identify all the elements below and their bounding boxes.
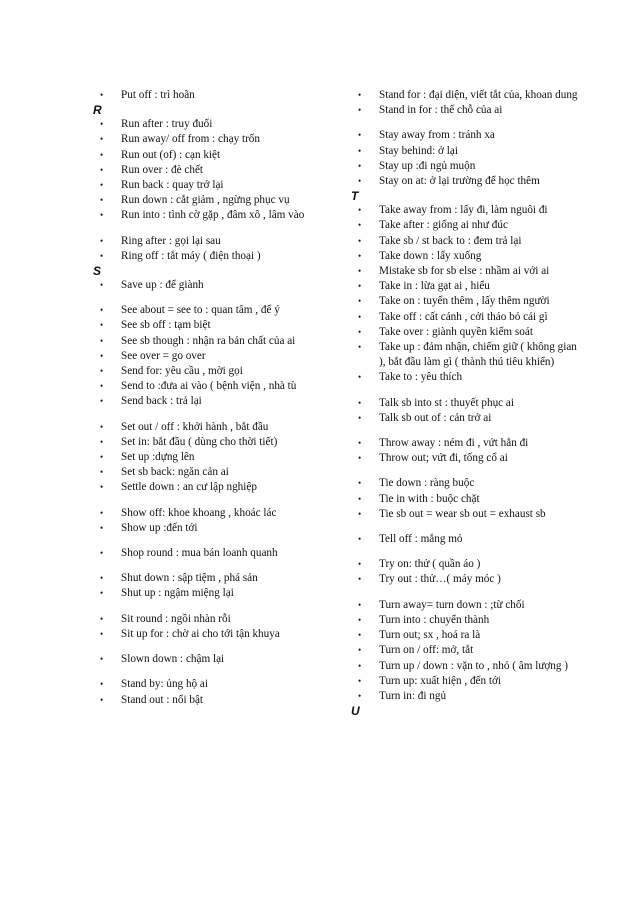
entry-text: Stay behind: ở lại [379, 144, 458, 157]
spacer [358, 522, 586, 532]
phrasal-verb-entry [100, 480, 325, 495]
bullet-icon: • [358, 438, 362, 449]
bullet-icon: • [358, 493, 362, 504]
bullet-icon: • [100, 320, 104, 331]
entry-text: See about = see to : quan tâm , để ý [121, 304, 280, 317]
entry-text: Turn away= turn down : ;từ chối [379, 598, 525, 611]
entry-text: Ring after : gọi lại sau [121, 234, 221, 247]
spacer [100, 410, 325, 420]
phrasal-verb-entry [358, 370, 586, 385]
entry-text: Turn on / off: mở, tắt [379, 644, 474, 657]
entry-text: See sb off : tạm biệt [121, 319, 211, 332]
phrasal-verb-entry [358, 492, 586, 507]
phrasal-verb-entry [358, 476, 586, 491]
entry-text: Save up : để giành [121, 279, 204, 292]
phrasal-verb-entry [358, 103, 586, 118]
bullet-icon: • [358, 614, 362, 625]
phrasal-verb-entry [358, 451, 586, 466]
phrasal-verb-entry [100, 163, 325, 178]
bullet-icon: • [358, 599, 362, 610]
entry-text: Show up :đến tới [121, 521, 198, 534]
entry-text: Throw out; vứt đi, tống cổ ai [379, 452, 508, 465]
phrasal-verb-entry [100, 652, 325, 667]
bullet-icon: • [100, 548, 104, 559]
entry-text: Ring off : tắt máy ( điện thoại ) [121, 249, 261, 262]
entry-text: Take over : giành quyền kiểm soát [379, 325, 533, 338]
phrasal-verb-entry [100, 450, 325, 465]
bullet-icon: • [100, 467, 104, 478]
bullet-icon: • [358, 690, 362, 701]
phrasal-verb-entry [358, 396, 586, 411]
entry-text: Run down : cắt giảm , ngừng phục vụ [121, 194, 290, 207]
entry-text: Tie down : ràng buộc [379, 477, 475, 490]
phrasal-verb-entry [358, 557, 586, 572]
spacer [100, 293, 325, 303]
entry-text: Run over : đè chết [121, 163, 204, 176]
spacer [100, 642, 325, 652]
phrasal-verb-entry [358, 144, 586, 159]
phrasal-verb-entry [100, 349, 325, 364]
entry-text: Stay away from : tránh xa [379, 129, 495, 142]
bullet-icon: • [100, 381, 104, 392]
bullet-icon: • [100, 210, 104, 221]
left-column [93, 88, 325, 708]
bullet-icon: • [358, 342, 362, 353]
phrasal-verb-entry [358, 159, 586, 174]
phrasal-verb-entry [100, 334, 325, 349]
entry-text: Take to : yêu thích [379, 371, 463, 384]
phrasal-verb-entry [358, 643, 586, 658]
bullet-icon: • [100, 164, 104, 175]
bullet-icon: • [358, 478, 362, 489]
entry-text: Take off : cất cánh , cởi tháo bỏ cái gì [379, 310, 548, 323]
entry-text: Stay on at: ở lại trường để học thêm [379, 175, 540, 188]
phrasal-verb-entry [100, 88, 325, 103]
phrasal-verb-entry [100, 571, 325, 586]
phrasal-verb-entry [100, 178, 325, 193]
spacer [100, 602, 325, 612]
entry-text: Turn up / down : vặn to , nhỏ ( âm lượng ) [379, 659, 569, 672]
bullet-icon: • [100, 180, 104, 191]
entry-text: Tie sb out = wear sb out = exhaust sb [379, 507, 546, 520]
phrasal-verb-entry [100, 394, 325, 409]
spacer [358, 426, 586, 436]
entry-text: Tie in with : buộc chặt [379, 492, 480, 505]
bullet-icon: • [358, 235, 362, 246]
spacer [100, 496, 325, 506]
phrasal-verb-entry [100, 249, 325, 264]
bullet-icon: • [100, 195, 104, 206]
entry-text: Tell off : mắng mỏ [379, 533, 463, 546]
phrasal-verb-entry [100, 677, 325, 692]
bullet-icon: • [358, 296, 362, 307]
bullet-icon: • [100, 573, 104, 584]
entry-text: Slown down : chậm lại [121, 653, 225, 666]
phrasal-verb-entry [358, 218, 586, 233]
bullet-icon: • [100, 134, 104, 145]
bullet-icon: • [100, 628, 104, 639]
bullet-icon: • [358, 453, 362, 464]
phrasal-verb-entry [358, 234, 586, 249]
section-letter-heading: R [93, 103, 102, 118]
entry-text: Shop round : mua bán loanh quanh [121, 547, 278, 560]
bullet-icon: • [100, 280, 104, 291]
entry-text: Take after : giống ai như đúc [379, 219, 508, 232]
phrasal-verb-entry [358, 249, 586, 264]
bullet-icon: • [100, 235, 104, 246]
phrasal-verb-entry [100, 318, 325, 333]
bullet-icon: • [358, 372, 362, 383]
phrasal-verb-entry [358, 174, 586, 189]
phrasal-verb-entry [358, 88, 586, 103]
entry-text: Turn up: xuất hiện , đến tới [379, 674, 502, 687]
entry-text: Take sb / st back to : đem trả lại [379, 234, 522, 247]
entry-text: Run after : truy đuổi [121, 118, 213, 131]
entry-text: Stand for : đại diện, viết tắt của, khoan dung [379, 89, 578, 101]
phrasal-verb-entry [358, 532, 586, 547]
entry-text: Take down : lấy xuống [379, 249, 482, 262]
phrasal-verb-entry [358, 310, 586, 325]
phrasal-verb-entry [100, 521, 325, 536]
bullet-icon: • [100, 305, 104, 316]
phrasal-verb-entry [358, 572, 586, 587]
phrasal-verb-entry [100, 465, 325, 480]
entry-text: Show off: khoe khoang , khoác lác [121, 506, 277, 519]
entry-text: Take on : tuyển thêm , lấy thêm người [379, 295, 550, 308]
bullet-icon: • [358, 534, 362, 545]
phrasal-verb-entry [358, 628, 586, 643]
phrasal-verb-entry [358, 598, 586, 613]
bullet-icon: • [358, 105, 362, 116]
entry-text: Throw away : ném đi , vứt hẳn đi [379, 437, 529, 450]
phrasal-verb-entry [100, 379, 325, 394]
bullet-icon: • [358, 645, 362, 656]
bullet-icon: • [100, 350, 104, 361]
entry-text: Take in : lừa gạt ai , hiểu [379, 280, 490, 293]
right-column [351, 88, 586, 719]
entry-text: Turn in: đi ngủ [379, 689, 447, 702]
entry-text: Turn into : chuyển thành [379, 613, 490, 626]
phrasal-verb-entry [358, 659, 586, 674]
spacer [358, 386, 586, 396]
bullet-icon: • [100, 482, 104, 493]
spacer [100, 667, 325, 677]
phrasal-verb-entry [100, 148, 325, 163]
phrasal-verb-entry [358, 203, 586, 218]
bullet-icon: • [100, 396, 104, 407]
entry-text: Settle down : an cư lập nghiệp [121, 481, 257, 494]
phrasal-verb-entry [358, 411, 586, 426]
spacer [358, 547, 586, 557]
entry-text: Run into : tình cờ gặp , đâm xô , lâm vào [121, 209, 305, 222]
bullet-icon: • [358, 559, 362, 570]
entry-text: Talk sb into st : thuyết phục ai [379, 396, 515, 409]
entry-text: Shut down : sập tiệm , phá sản [121, 572, 258, 585]
phrasal-verb-entry [358, 264, 586, 279]
bullet-icon: • [358, 311, 362, 322]
entry-text: See sb though : nhận ra bản chất của ai [121, 334, 296, 347]
bullet-icon: • [100, 366, 104, 377]
bullet-icon: • [100, 654, 104, 665]
phrasal-verb-entry [358, 674, 586, 689]
entry-text: Talk sb out of : cản trở ai [379, 411, 492, 424]
entry-text: Stand by: ủng hộ ai [121, 678, 209, 691]
bullet-icon: • [358, 90, 362, 100]
entry-text: Try out : thử…( máy móc ) [379, 573, 501, 586]
bullet-icon: • [358, 675, 362, 686]
entry-text: Take away from : lấy đi, làm nguôi đi [379, 204, 548, 217]
bullet-icon: • [100, 436, 104, 447]
entry-text: Run back : quay trở lại [121, 179, 224, 192]
phrasal-verb-entry [358, 436, 586, 451]
spacer [100, 224, 325, 234]
bullet-icon: • [100, 613, 104, 624]
bullet-icon: • [358, 176, 362, 187]
phrasal-verb-entry [100, 693, 325, 708]
entry-text: Put off : trì hoãn [121, 89, 195, 101]
phrasal-verb-entry [358, 325, 586, 340]
entry-text: Send to :đưa ai vào ( bệnh viện , nhà tù [121, 380, 297, 393]
phrasal-verb-entry [358, 340, 586, 370]
entry-text: Send back : trả lại [121, 395, 202, 408]
bullet-icon: • [100, 149, 104, 160]
phrasal-verb-entry [358, 689, 586, 704]
phrasal-verb-entry [358, 613, 586, 628]
bullet-icon: • [358, 660, 362, 671]
bullet-icon: • [358, 397, 362, 408]
entry-text: Run away/ off from : chạy trốn [121, 133, 260, 146]
bullet-icon: • [100, 421, 104, 432]
phrasal-verb-entry [100, 627, 325, 642]
bullet-icon: • [358, 326, 362, 337]
phrasal-verb-entry [100, 364, 325, 379]
entry-text: Send for: yêu cầu , mời gọi [121, 365, 243, 378]
bullet-icon: • [358, 266, 362, 277]
entry-text: Shut up : ngậm miệng lại [121, 587, 234, 600]
phrasal-verb-entry [100, 303, 325, 318]
bullet-icon: • [100, 694, 104, 705]
phrasal-verb-entry [100, 193, 325, 208]
bullet-icon: • [358, 630, 362, 641]
phrasal-verb-entry [100, 208, 325, 223]
spacer [100, 536, 325, 546]
section-letter-heading: U [351, 704, 360, 719]
bullet-icon: • [100, 679, 104, 690]
phrasal-verb-entry [100, 435, 325, 450]
phrasal-verb-entry [100, 506, 325, 521]
bullet-icon: • [358, 508, 362, 519]
bullet-icon: • [358, 250, 362, 261]
bullet-icon: • [100, 119, 104, 130]
bullet-icon: • [358, 130, 362, 141]
bullet-icon: • [100, 452, 104, 463]
phrasal-verb-entry [358, 294, 586, 309]
spacer [358, 466, 586, 476]
bullet-icon: • [358, 281, 362, 292]
entry-text: Set in: bắt đầu ( dùng cho thời tiết) [121, 435, 278, 448]
phrasal-verb-entry [358, 128, 586, 143]
bullet-icon: • [100, 335, 104, 346]
spacer [358, 588, 586, 598]
bullet-icon: • [358, 145, 362, 156]
entry-text: Try on: thử ( quần áo ) [379, 558, 481, 571]
entry-text: Set out / off : khởi hành , bắt đầu [121, 420, 269, 433]
phrasal-verb-entry [100, 117, 325, 132]
bullet-icon: • [100, 507, 104, 518]
entry-text: Run out (of) : cạn kiệt [121, 148, 221, 161]
entry-text: Set up :dựng lên [121, 451, 195, 464]
bullet-icon: • [100, 250, 104, 261]
bullet-icon: • [100, 522, 104, 533]
entry-text: Stay up :đi ngủ muộn [379, 159, 476, 172]
phrasal-verb-entry [100, 586, 325, 601]
phrasal-verb-entry [358, 507, 586, 522]
phrasal-verb-entry [100, 612, 325, 627]
entry-text: See over = go over [121, 349, 206, 362]
entry-text: Turn out; sx , hoá ra là [379, 629, 481, 642]
spacer [100, 561, 325, 571]
phrasal-verb-entry [100, 278, 325, 293]
entry-text: Sit up for : chờ ai cho tới tận khuya [121, 627, 280, 640]
entry-text: Set sb back: ngăn cản ai [121, 466, 229, 479]
phrasal-verb-entry [358, 279, 586, 294]
phrasal-verb-entry [100, 546, 325, 561]
phrasal-verb-entry [100, 234, 325, 249]
bullet-icon: • [358, 412, 362, 423]
entry-text: Sit round : ngồi nhàn rỗi [121, 612, 231, 625]
entry-text: Stand in for : thế chỗ của ai [379, 104, 503, 117]
entry-text: Take up : đảm nhận, chiếm giữ ( không gian ), bắt đầu làm gì ( thành thú tiêu khiển) [379, 341, 577, 369]
phrasal-verb-entry [100, 420, 325, 435]
spacer [358, 118, 586, 128]
phrasal-verb-entry [100, 132, 325, 147]
bullet-icon: • [358, 205, 362, 216]
bullet-icon: • [358, 160, 362, 171]
bullet-icon: • [358, 574, 362, 585]
entry-text: Mistake sb for sb else : nhầm ai với ai [379, 265, 550, 278]
bullet-icon: • [100, 90, 104, 100]
section-letter-heading: T [351, 189, 359, 204]
section-letter-heading: S [93, 264, 102, 279]
entry-text: Stand out : nổi bật [121, 693, 204, 706]
bullet-icon: • [100, 588, 104, 599]
bullet-icon: • [358, 220, 362, 231]
